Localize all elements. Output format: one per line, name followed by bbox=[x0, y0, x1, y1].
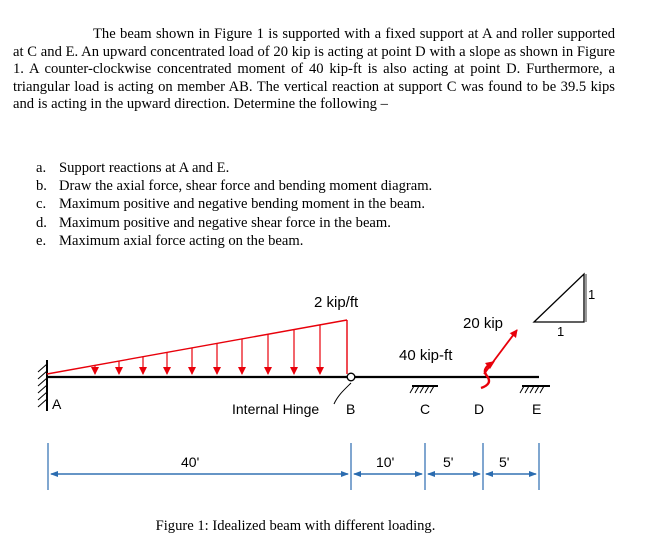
dimension-de: 5' bbox=[499, 454, 510, 470]
list-item: d. Maximum positive and negative shear force in the beam. bbox=[36, 214, 391, 231]
moment-label: 40 kip-ft bbox=[399, 347, 453, 364]
point-label-d: D bbox=[474, 401, 485, 417]
triangular-load bbox=[47, 320, 347, 374]
dimension-ab: 40' bbox=[181, 454, 200, 470]
internal-hinge-b bbox=[347, 373, 355, 381]
dimension-lines bbox=[48, 443, 539, 490]
slope-triangle bbox=[534, 274, 586, 322]
load-arrows bbox=[95, 325, 320, 374]
list-item: e. Maximum axial force acting on the beam. bbox=[36, 232, 304, 249]
point-label-a: A bbox=[52, 396, 62, 412]
roller-support-c bbox=[410, 386, 438, 393]
point-load-arrow bbox=[484, 330, 517, 374]
list-item: c. Maximum positive and negative bending moment in the beam. bbox=[36, 196, 425, 213]
distributed-load-label: 2 kip/ft bbox=[314, 294, 359, 311]
figure-caption: Figure 1: Idealized beam with different loading. bbox=[155, 518, 436, 534]
hinge-label: Internal Hinge bbox=[232, 401, 320, 417]
point-label-b: B bbox=[346, 401, 356, 417]
point-load-label: 20 kip bbox=[463, 315, 504, 332]
list-item: a. Support reactions at A and E. bbox=[36, 160, 230, 176]
list-item: b. Draw the axial force, shear force and bending moment diagram. bbox=[36, 178, 433, 195]
problem-statement: The beam shown in Figure 1 is supported with a fixed support at A and roller supported at C and E. An upward concentrated load of 20 kip is acting at point D with a slope as shown in Figure 1. A counter-clockwise concentrated moment of 40 kip-ft is also acting at point D. Furthermore, a triangular load is acting on member AB. The vertical reaction at support C was found to be 39.5 kips and is acting in the upward direction. Determine the following – bbox=[13, 26, 615, 113]
slope-rise-label: 1 bbox=[588, 287, 596, 302]
roller-support-e bbox=[520, 386, 550, 393]
dimension-cd: 5' bbox=[443, 454, 454, 470]
slope-run-label: 1 bbox=[557, 324, 565, 339]
fixed-support-a bbox=[38, 360, 47, 411]
point-label-e: E bbox=[532, 401, 542, 417]
dimension-bc: 10' bbox=[376, 454, 395, 470]
point-label-c: C bbox=[420, 401, 431, 417]
